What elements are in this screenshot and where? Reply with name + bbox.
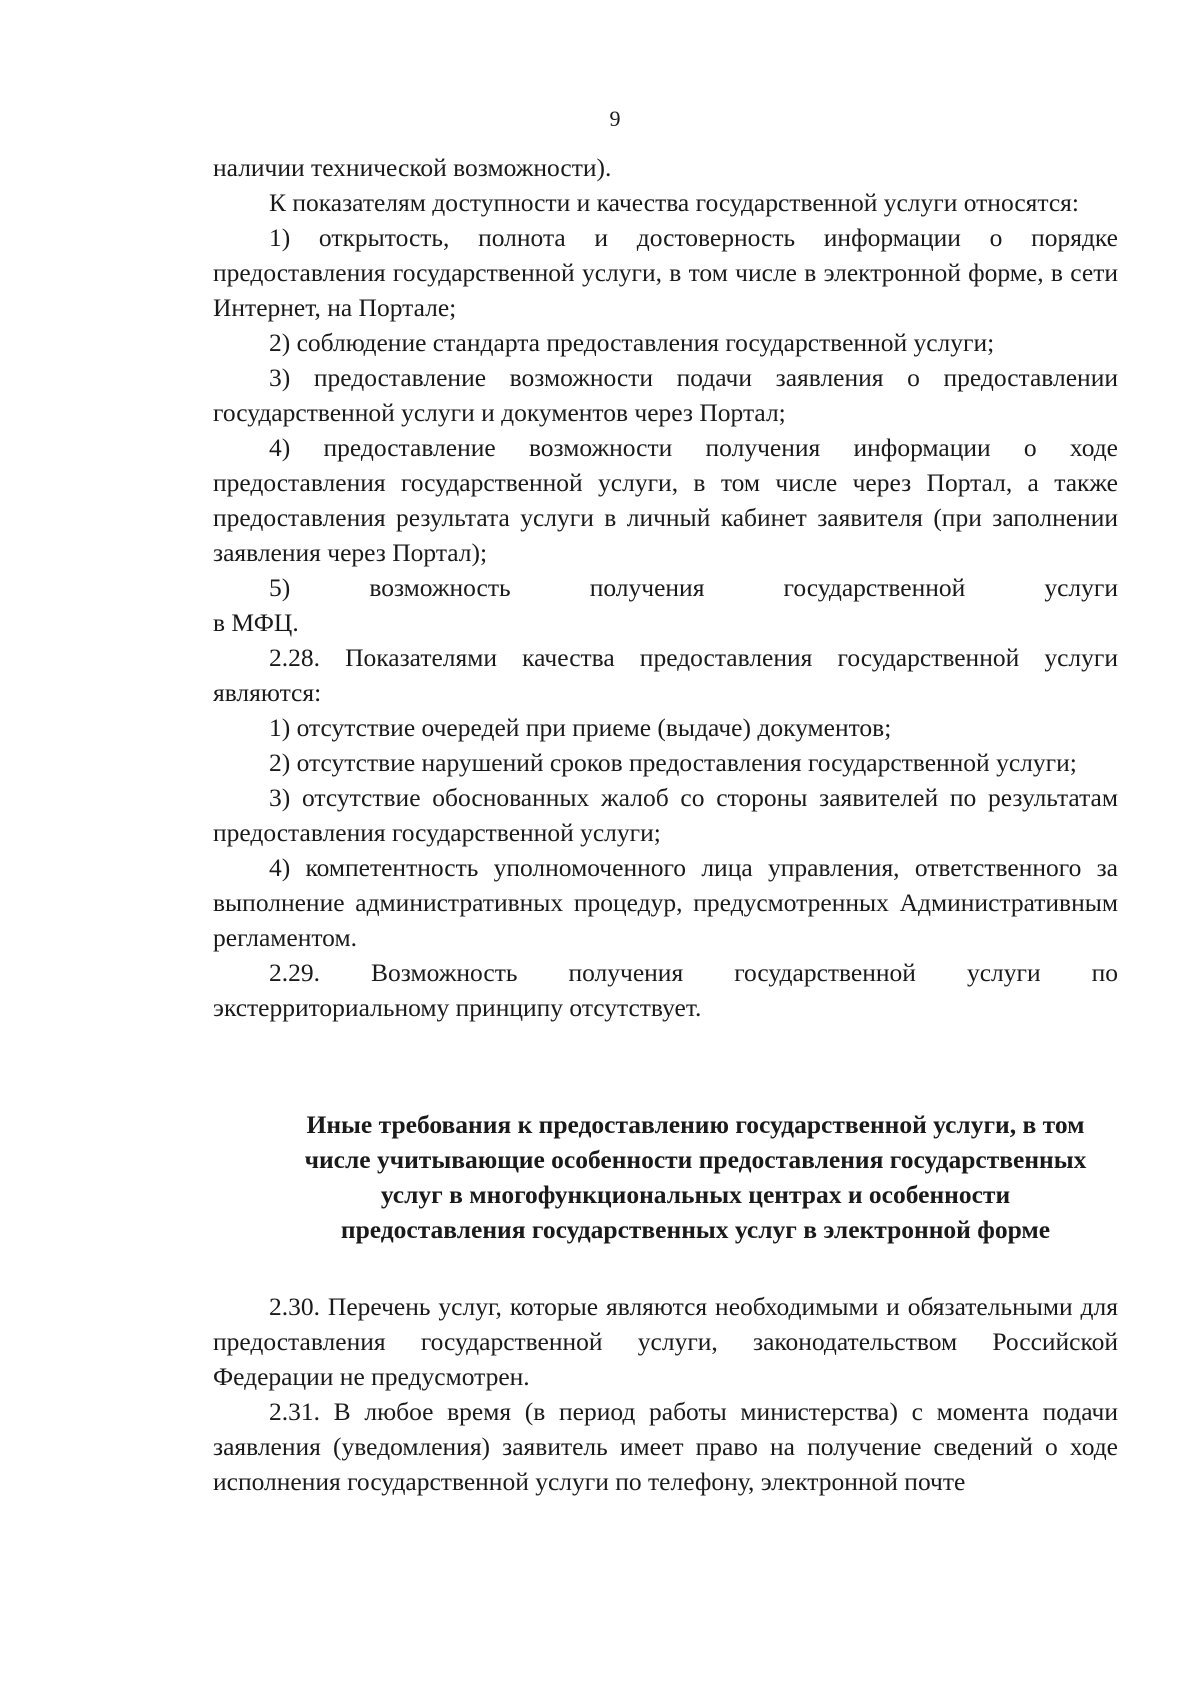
paragraph: 2.30. Перечень услуг, которые являются необходимыми и обязательными для предоставления государственной услуги, законодательством Российской Федерации не предусмотрен. [213, 1292, 1118, 1391]
page-number: 9 [609, 106, 621, 131]
paragraph: К показателям доступности и качества государственной услуги относятся: [269, 188, 1079, 217]
paragraph: 2) соблюдение стандарта предоставления государственной услуги; [269, 328, 995, 357]
paragraph: наличии технической возможности). [213, 153, 612, 182]
paragraph: 1) открытость, полнота и достоверность информации о порядке предоставления государственной услуги, в том числе в электронной форме, в сети Интернет, на Портале; [213, 223, 1118, 322]
heading-line: Иные требования к предоставлению государственной услуги, в том [306, 1110, 1085, 1139]
paragraph: 1) отсутствие очередей при приеме (выдаче) документов; [269, 713, 892, 742]
section-heading [213, 1107, 1118, 1247]
heading-line: числе учитывающие особенности предоставления государственных [304, 1145, 1087, 1174]
paragraph: 5) возможность получения государственной услуги [269, 573, 1118, 602]
document-body [213, 150, 1118, 1499]
spacer [213, 1247, 1118, 1289]
paragraph: 3) предоставление возможности подачи заявления о предоставлении государственной услуги и документов через Портал; [213, 363, 1118, 427]
paragraph: 4) компетентность уполномоченного лица управления, ответственного за выполнение административных процедур, предусмотренных Административным регламентом. [213, 853, 1118, 952]
paragraph: 2.31. В любое время (в период работы министерства) с момента подачи заявления (уведомления) заявитель имеет право на получение сведений о ходе исполнения государственной услуги по телефону, электронной почте [213, 1397, 1118, 1496]
heading-line: услуг в многофункциональных центрах и особенности [380, 1180, 1011, 1209]
paragraph: 4) предоставление возможности получения информации о ходе предоставления государственной услуги, в том числе через Портал, а также предоставления результата услуги в личный кабинет заявителя (при заполнении заявления через Портал); [213, 433, 1118, 567]
paragraph: 2) отсутствие нарушений сроков предоставления государственной услуги; [269, 748, 1077, 777]
heading-line: предоставления государственных услуг в электронной форме [340, 1215, 1051, 1244]
paragraph: в МФЦ. [213, 608, 299, 637]
paragraph: 2.29. Возможность получения государственной услуги по экстерриториальному принципу отсутствует. [213, 958, 1118, 1022]
paragraph: 2.28. Показателями качества предоставления государственной услуги являются: [213, 643, 1118, 707]
paragraph: 3) отсутствие обоснованных жалоб со стороны заявителей по результатам предоставления государственной услуги; [213, 783, 1118, 847]
spacer [213, 1025, 1118, 1107]
